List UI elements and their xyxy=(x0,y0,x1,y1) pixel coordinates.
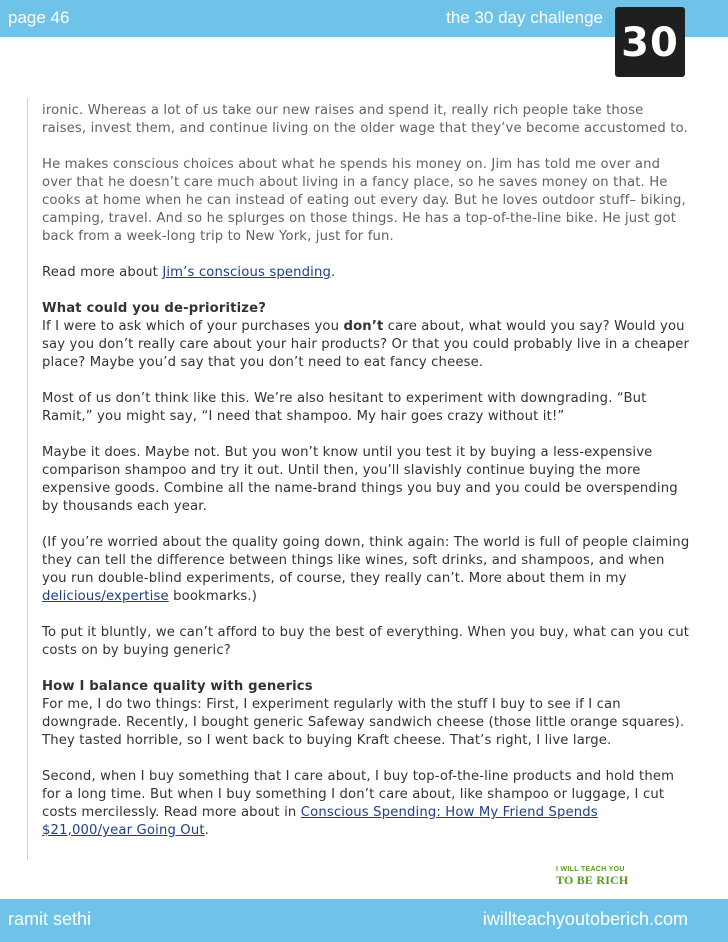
paragraph xyxy=(42,300,692,372)
paragraph: He makes conscious choices about what he spends his money on. Jim has told me over and over that he doesn’t care much about living in a fancy place, so he saves money on that. He cooks at home when he can instead of eating out every day. But he loves outdoor stuff– biking, camping, travel. And so he splurges on those things. He has a top-of-the-line bike. He just got back from a week-long trip to New York, just for fun. xyxy=(42,157,686,244)
logo-line-1: I WILL TEACH YOU xyxy=(556,866,625,873)
delicious-expertise-link[interactable]: delicious/expertise xyxy=(42,589,169,604)
brand-logo xyxy=(556,865,636,887)
text: bookmarks.) xyxy=(168,589,258,604)
conscious-spending-article-link[interactable]: Conscious Spending: How My Friend Spends $21,000/year Going Out xyxy=(42,805,598,838)
text: . xyxy=(204,823,210,838)
text: . xyxy=(331,265,336,280)
website-url: iwillteachyoutoberich.com xyxy=(482,909,688,929)
article-body xyxy=(42,102,692,858)
paragraph: Most of us don’t think like this. We’re also hesitant to experiment with downgrading. “But Ramit,” you might say, “I need that shampoo. My hair goes crazy without it!” xyxy=(42,391,647,424)
text: (If you’re worried about the quality going down, think again: The world is full of people claiming they can tell the difference between things like wines, soft drinks, and shampoos, and when you run double-blind experiments, of course, they really can’t. More about them in my xyxy=(42,535,690,586)
section-heading: How I balance quality with generics xyxy=(42,679,313,694)
author-name: ramit sethi xyxy=(8,909,92,929)
paragraph: ironic. Whereas a lot of us take our new raises and spend it, really rich people take those raises, invest them, and continue living on the older wage that they’ve become accustomed to. xyxy=(42,103,688,136)
paragraph xyxy=(42,678,692,750)
content-rule xyxy=(27,98,28,860)
text: Read more about xyxy=(42,265,163,280)
text: If I were to ask which of your purchases you xyxy=(42,319,344,334)
text: Second, when I buy something that I care about, I buy top-of-the-line products and hold them for a long time. But when I buy something I don’t care about, like shampoo or luggage, I cut costs mercilessly. Read more about in xyxy=(42,769,675,820)
text: care about, what would you say? Would you say you don’t really care about your hair products? Or that you could probably live in a cheaper place? Maybe you’d say that you don’t need to eat fancy cheese. xyxy=(42,319,690,370)
page-number: page 46 xyxy=(8,8,70,27)
section-heading: What could you de-prioritize? xyxy=(42,301,267,316)
emphasis: don’t xyxy=(343,319,384,334)
paragraph xyxy=(42,264,692,282)
day-badge-number: 30 xyxy=(621,20,679,66)
paragraph xyxy=(42,768,692,840)
paragraph xyxy=(42,534,692,606)
series-title: the 30 day challenge xyxy=(446,8,603,27)
logo-line-2: TO BE RICH xyxy=(556,873,629,887)
footer-bar xyxy=(0,899,728,942)
jims-conscious-spending-link[interactable]: Jim’s conscious spending xyxy=(162,265,332,280)
day-badge xyxy=(615,7,685,77)
text: For me, I do two things: First, I experiment regularly with the stuff I buy to see if I can downgrade. Recently, I bought generic Safeway sandwich cheese (those little orange squares). They tasted horrible, so I went back to buying Kraft cheese. That’s right, I live large. xyxy=(42,697,685,748)
paragraph: To put it bluntly, we can’t afford to buy the best of everything. When you buy, what can you cut costs on by buying generic? xyxy=(42,625,690,658)
paragraph: Maybe it does. Maybe not. But you won’t know until you test it by buying a less-expensive comparison shampoo and try it out. Until then, you’ll slavishly continue buying the more expensive goods. Combine all the name-brand things you buy and you could be overspending by thousands each year. xyxy=(42,445,678,514)
